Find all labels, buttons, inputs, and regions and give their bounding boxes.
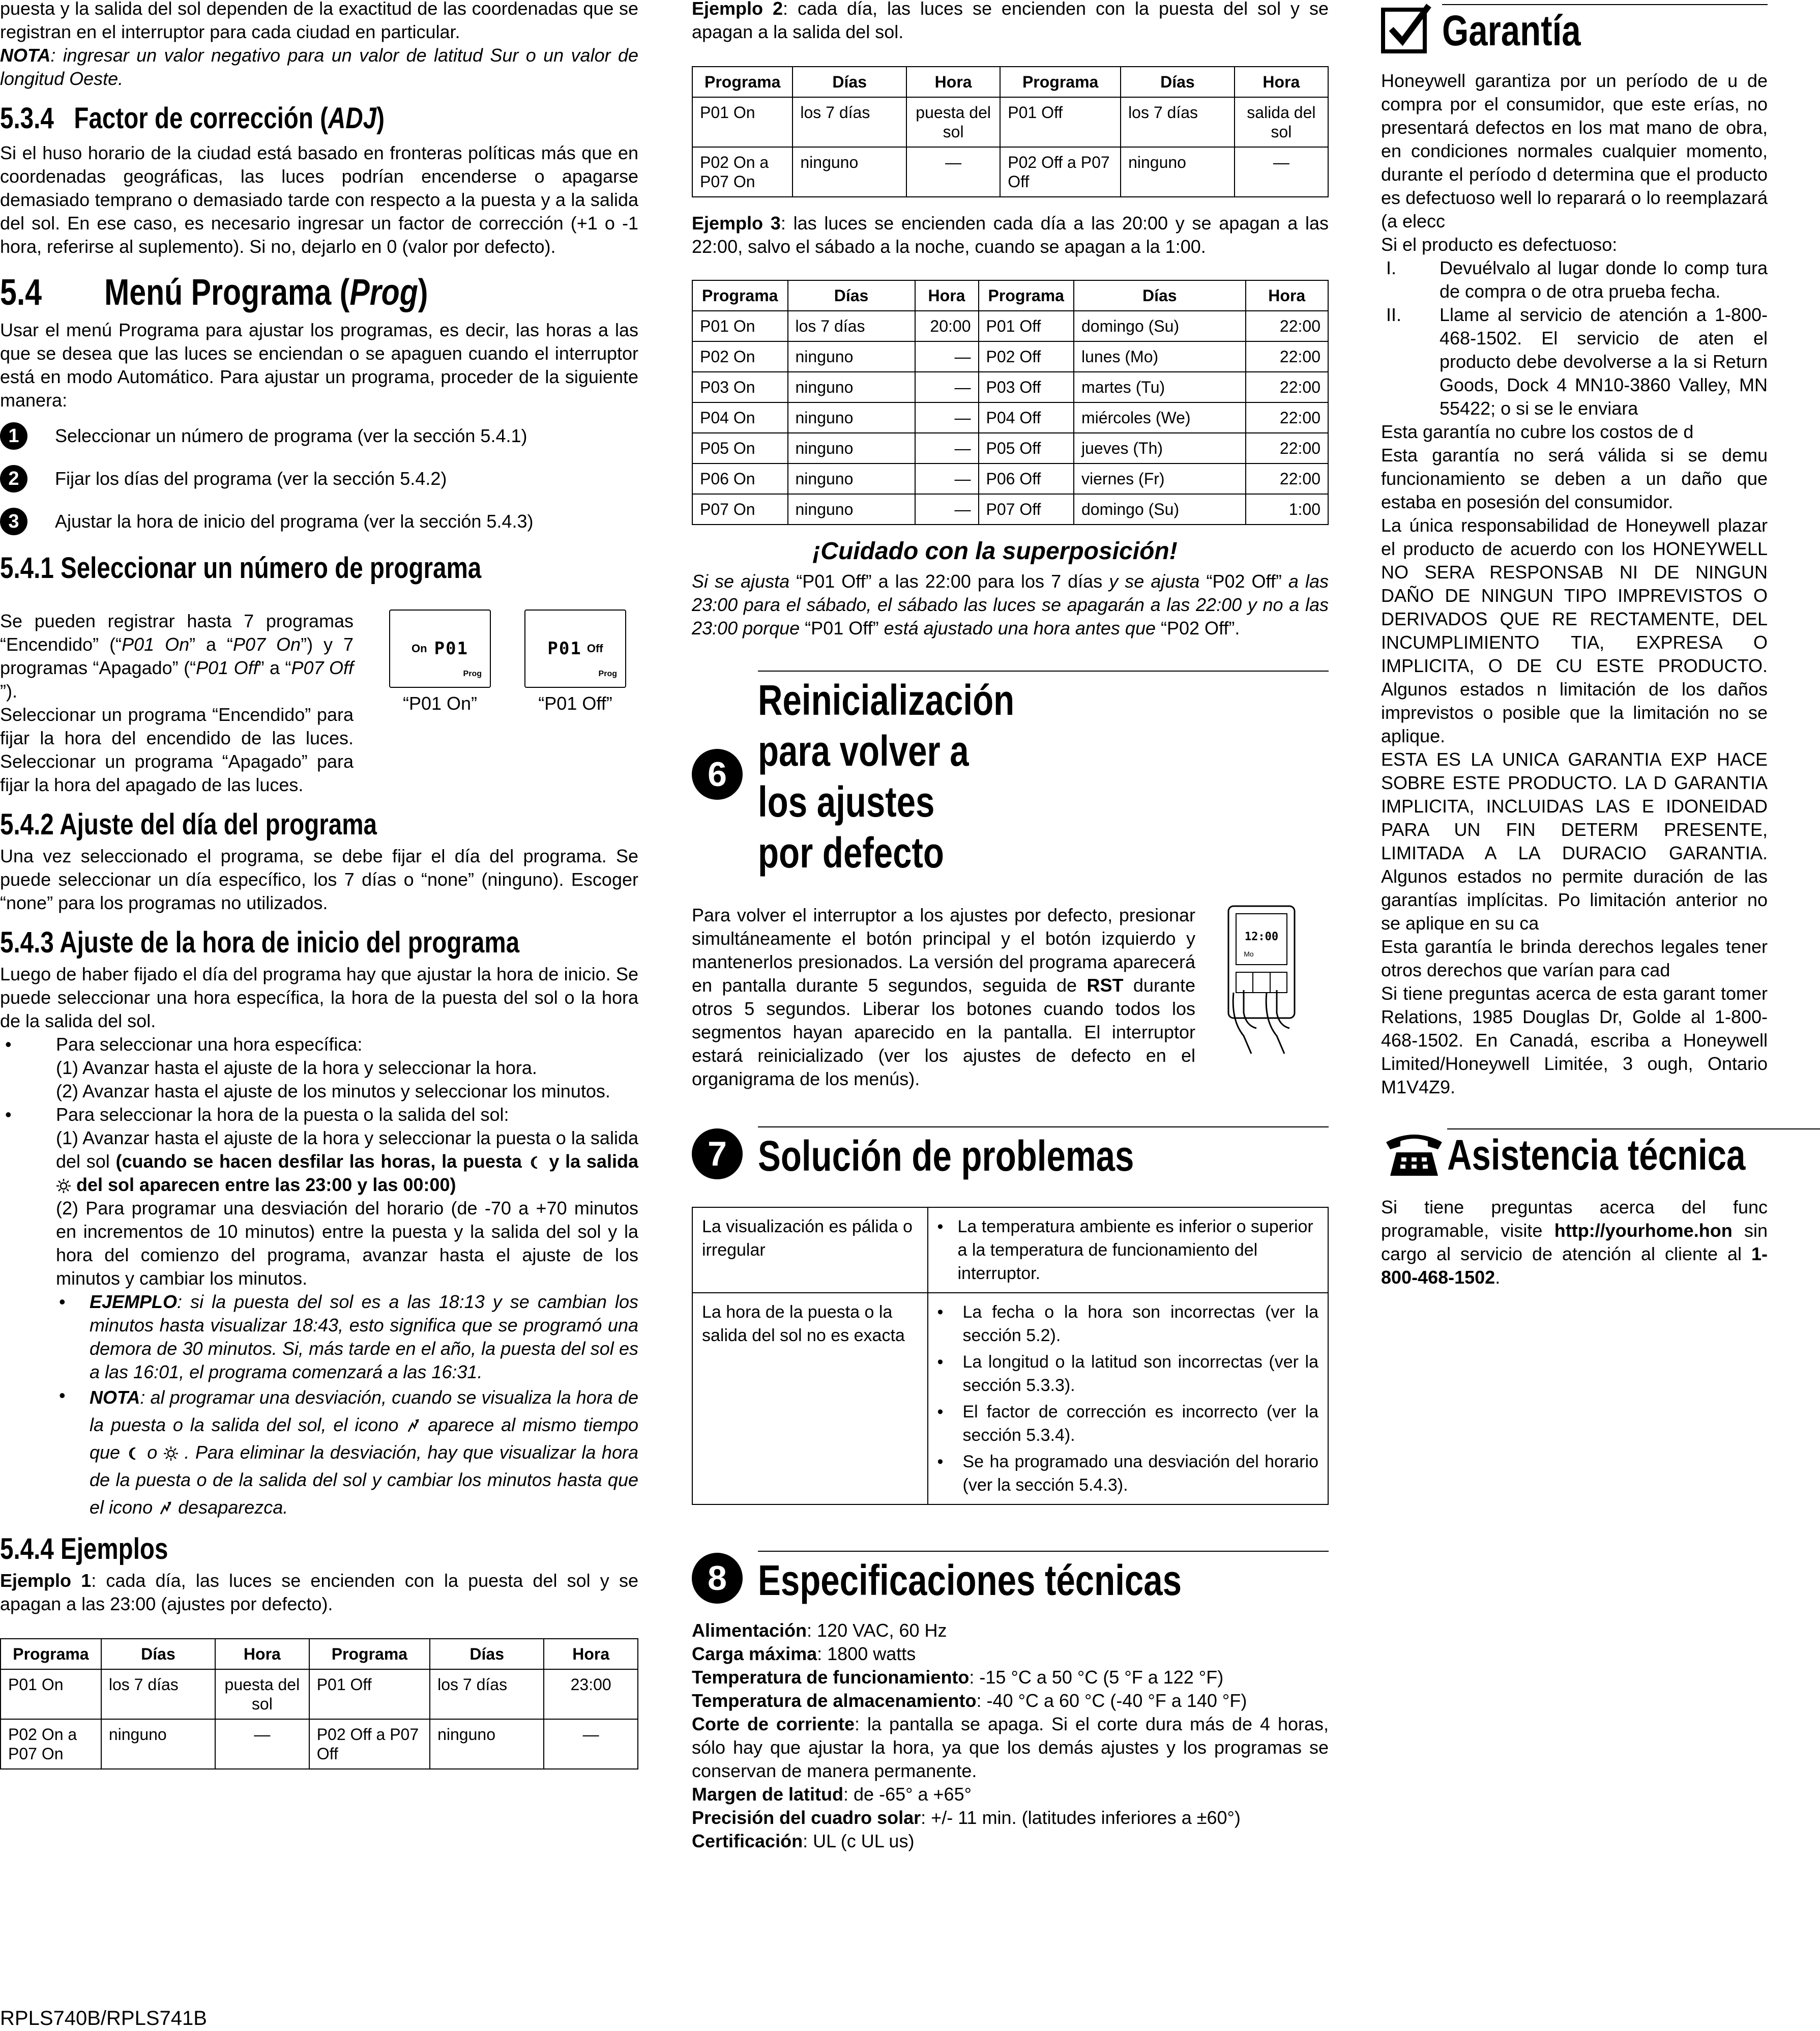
svg-text:12:00: 12:00	[1244, 931, 1279, 943]
section-number-icon: 8	[692, 1553, 743, 1604]
table-header-row: Programa Días Hora Programa Días Hora	[692, 280, 1328, 311]
spec-item: Certificación: UL (c UL us)	[692, 1831, 915, 1851]
bullet-specific-time: • Para seleccionar una hora específica: (1) Avanzar hasta el ajuste de la hora y seleccionar la hora. (2) Avanzar hasta el ajuste de los minutos y seleccionar los minutos.	[5, 1034, 610, 1101]
page-footer: RPLS740B/RPLS741B	[0, 2007, 207, 2029]
intro-paragraph: puesta y la salida del sol dependen de la exactitud de las coordenadas que se registran en el interruptor para cada ciudad en particular. NOTA: ingresar un valor negativo para un valor de latitud Sur o un valor de longitud Oeste.	[0, 0, 638, 89]
section-5-4-3-body: Luego de haber fijado el día del programa hay que ajustar la hora de inicio. Se puede seleccionar una hora específica, la hora de la puesta del sol o la hora de la salida del sol.	[0, 964, 638, 1031]
section-5-4-heading: 5.4 Menú Programa (Prog)	[0, 272, 428, 313]
lcd-illustrations	[389, 610, 626, 797]
example-3-table	[692, 280, 1329, 525]
example-2-table	[692, 66, 1329, 197]
section-8-heading: 8 Especificaciones técnicas	[692, 1551, 1329, 1606]
spec-item: Carga máxima: 1800 watts	[692, 1643, 916, 1664]
lcd-p01-off: P01 Off Prog “P01 Off”	[524, 610, 626, 797]
section-5-4-2-body: Una vez seleccionado el programa, se debe fijar el día del programa. Se puede seleccionar un día específico, los 7 días o “none” (ninguno). Escoger “none” para los programas no utilizados.	[0, 846, 638, 913]
step-number-icon: 1	[0, 422, 27, 450]
section-5-4-3-heading: 5.4.3 Ajuste de la hora de inicio del programa	[0, 926, 520, 959]
table-row: P06 On ninguno — P06 Off viernes (Fr) 22:00	[692, 463, 1328, 494]
warranty-option-2: II. Llame al servicio de atención a 1-800-468-1502. El servicio de aten el producto debe devolverse a la si Return Goods, Dock 4 MN10-3860 Valley, MN 55422; o si se le enviara	[1386, 304, 1768, 419]
section-5-3-4-body: Si el huso horario de la ciudad está basado en fronteras políticas más que en coordenadas geográficas, las luces podrían encenderse o apagarse demasiado temprano o demasiado tarde con respecto a la puesta y a la salida del sol. En ese caso, es necesario ingresar un factor de corrección (+1 o -1 hora, referirse al suplemento). Si no, dejarlo en 0 (valor por defecto).	[0, 142, 638, 257]
example-3-text: Ejemplo 3: las luces se encienden cada día a las 20:00 y se apagan a las 22:00, salvo el sábado a la noche, cuando se apagan a la 1:00.	[692, 213, 1329, 257]
specs-list	[692, 1619, 1329, 1853]
step-3: 3 Ajustar la hora de inicio del programa (ver la sección 5.4.3)	[0, 508, 638, 535]
table-row: P05 On ninguno — P05 Off jueves (Th) 22:00	[692, 433, 1328, 463]
section-7-heading: 7 Solución de problemas	[692, 1126, 1329, 1181]
warranty-paragraph: ESTA ES LA UNICA GARANTIA EXP HACE SOBRE ESTE PRODUCTO. LA D GARANTIA IMPLICITA, INCLUIDAS LAS E IDONEIDAD PARA UN FIN DETERM PRESENTE, LIMITADA A LA DURACIO GARANTIA. Algunos estados no permite duración de las garantías implícitas. Po limitación anterior no se aplique en su ca	[1381, 749, 1768, 934]
lcd-display-on: On P01 Prog	[389, 610, 491, 688]
table-row: P02 On ninguno — P02 Off lunes (Mo) 22:00	[692, 341, 1328, 372]
section-6-heading: 6 Reinicialización para volver a los ajustes por defecto	[692, 671, 1329, 878]
section-5-4-2-heading: 5.4.2 Ajuste del día del programa	[0, 808, 377, 841]
warranty-paragraph: Esta garantía no será válida si se demu funcionamiento se deben a un daño que estaba en posesión del consumidor.	[1381, 445, 1768, 512]
table-header-row: Programa Días Hora Programa Días Hora	[692, 67, 1328, 97]
telephone-icon	[1381, 1127, 1447, 1178]
section-5-4-1-block	[0, 610, 638, 797]
step-2: 2 Fijar los días del programa (ver la sección 5.4.2)	[0, 465, 638, 492]
table-header-row: Programa Días Hora Programa Días Hora	[1, 1639, 638, 1669]
table-row: P03 On ninguno — P03 Off martes (Tu) 22:00	[692, 372, 1328, 402]
section-5-3-4-heading: 5.3.4 Factor de corrección (ADJ)	[0, 102, 385, 135]
table-row: P07 On ninguno — P07 Off domingo (Su) 1:00	[692, 494, 1328, 525]
sun-icon	[56, 1178, 71, 1194]
spec-item: Margen de latitud: de -65° a +65°	[692, 1784, 972, 1805]
warranty-paragraph: Esta garantía le brinda derechos legales tener otros derechos que varían para cad	[1381, 936, 1768, 980]
warranty-if-defective: Si el producto es defectuoso:	[1381, 234, 1618, 255]
warranty-paragraph: Esta garantía no cubre los costos de d	[1381, 421, 1694, 442]
moon-icon	[126, 1446, 141, 1461]
step-number-icon: 3	[0, 508, 27, 535]
lcd-p01-on: On P01 Prog “P01 On”	[389, 610, 491, 797]
spec-item: Corte de corriente: la pantalla se apaga. Si el corte dura más de 4 horas, sólo hay que ajustar la hora, ya que los demás ajustes y los programas se conservan de manera permanente.	[692, 1714, 1329, 1781]
section-number-icon: 6	[692, 749, 743, 800]
support-heading: Asistencia técnica	[1381, 1124, 1768, 1180]
caution-text: Si se ajusta “P01 Off” a las 22:00 para los 7 días y se ajusta “P02 Off” a las 23:00 para el sábado, el sábado las luces se apagarán a las 22:00 y no a las 23:00 porque “P01 Off” está ajustado una hora antes que “P02 Off”.	[692, 571, 1329, 639]
warranty-option-1: I. Devuélvalo al lugar donde lo comp tura de compra o de otra prueba fecha.	[1386, 257, 1768, 302]
program-steps	[0, 422, 638, 535]
spec-item: Alimentación: 120 VAC, 60 Hz	[692, 1620, 947, 1641]
warranty-intro: Honeywell garantiza por un período de u de compra por el consumidor, que este erías, no presentará defectos en los mat mano de obra, en condiciones normales cualquier momento, durante el período d determina que el producto es defectuoso well lo reparará o lo reemplazará (a elecc	[1381, 70, 1768, 231]
example-1-text: Ejemplo 1: cada día, las luces se encienden con la puesta del sol y se apagan a las 23:00 (ajustes por defecto).	[0, 1570, 638, 1614]
checkbox-icon	[1381, 3, 1432, 53]
caution-title: ¡Cuidado con la superposición!	[812, 538, 1178, 565]
warranty-heading: Garantía	[1381, 0, 1768, 56]
example-2-text: Ejemplo 2: cada día, las luces se encienden con la puesta del sol y se apagan a la salida del sol.	[692, 0, 1329, 42]
example-note: • EJEMPLO: si la puesta del sol es a las 18:13 y se cambian los minutos hasta visualizar 18:43, esto significa que se programó una demora de 30 minutos. Si, más tarde en el año, la puesta del sol es a las 16:01, el programa comenzará a las 16:31.	[59, 1291, 638, 1382]
step-1: 1 Seleccionar un número de programa (ver la sección 5.4.1)	[0, 422, 638, 450]
section-5-4-1-heading: 5.4.1 Seleccionar un número de programa	[0, 552, 482, 585]
right-column	[1381, 0, 1768, 1289]
bullet-sunrise-sunset: • Para seleccionar la hora de la puesta o la salida del sol: (1) Avanzar hasta el ajuste de la hora y seleccionar la puesta o la salida del sol (cuando se hacen desfilar las horas, la puesta y la salida del sol aparecen entre las 23:00 y las 00:00) (2) Para programar una desviación del horario (de -70 a +70 minutos en incrementos de 10 minutos) entre la puesta y la salida del sol y la hora del comienzo del programa, avanzar hasta el ajuste de los minutos y cambiar los minutos. • EJEMPLO: si la puesta del sol es a las 18:13 y se cambian los minutos hasta visualizar 18:43, esto significa que se programó una demora de 30 minutos. Si, más tarde en el año, la puesta del sol es a las 16:01, el programa comenzará a las 16:31. • NOTA: al programar una desviación, cuando se visualiza la hora de la puesta o la salida del sol, el icono aparece al mismo tiempo que o . Para eliminar la desviación, hay que visualizar la hora de la puesta o de la salida del sol y cambiar los minutos hasta que el icono desaparezca.	[0, 1103, 638, 1521]
table-row: P04 On ninguno — P04 Off miércoles (We) 22:00	[692, 402, 1328, 433]
section-6-block	[692, 904, 1329, 1091]
table-row: P02 On a P07 On ninguno — P02 Off a P07 Off ninguno —	[1, 1719, 638, 1769]
example-1-table	[0, 1638, 638, 1769]
support-text: Si tiene preguntas acerca del func programable, visite http://yourhome.hon sin cargo al servicio de atención al cliente al 1-800-468-1502.	[1381, 1197, 1768, 1288]
section-5-4-4-heading: 5.4.4 Ejemplos	[0, 1532, 168, 1565]
table-row: P01 On los 7 días 20:00 P01 Off domingo (Su) 22:00	[692, 311, 1328, 341]
support-link[interactable]: http://yourhome.hon	[1554, 1220, 1733, 1241]
svg-text:Mo: Mo	[1244, 950, 1254, 958]
spec-item: Precisión del cuadro solar: +/- 11 min. (latitudes inferiores a ±60°)	[692, 1807, 1241, 1828]
section-5-4-body: Usar el menú Programa para ajustar los programas, es decir, las horas a las que se desea que las luces se enciendan o se apaguen cuando el interruptor está en modo Automático. Para ajustar un programa, proceder de la siguiente manera:	[0, 320, 638, 411]
offset-note: • NOTA: al programar una desviación, cuando se visualiza la hora de la puesta o la salida del sol, el icono aparece al mismo tiempo que o . Para eliminar la desviación, hay que visualizar la hora de la puesta o de la salida del sol y cambiar los minutos hasta que el icono desaparezca.	[59, 1385, 638, 1518]
spec-item: Temperatura de almacenamiento: -40 °C a 60 °C (-40 °F a 140 °F)	[692, 1690, 1247, 1711]
warranty-paragraph: Si tiene preguntas acerca de esta garant tomer Relations, 1985 Douglas Dr, Golde al 1-800-468-1502. En Canadá, escriba a Honeywell Limited/Honeywell Limitée, 3 ough, Ontario M1V4Z9.	[1381, 983, 1768, 1097]
lcd-display-off: P01 Off Prog	[524, 610, 626, 688]
troubleshooting-table	[692, 1207, 1329, 1505]
table-row: P02 On a P07 On ninguno — P02 Off a P07 Off ninguno —	[692, 147, 1328, 197]
table-row: P01 On los 7 días puesta del sol P01 Off los 7 días 23:00	[1, 1669, 638, 1719]
device-reset-illustration	[1221, 904, 1307, 1056]
offset-icon	[405, 1418, 421, 1434]
section-6-body: Para volver el interruptor a los ajustes por defecto, presionar simultáneamente el botón principal y el botón izquierdo y mantenerlos presionados. La versión del programa aparecerá en pantalla durante 5 segundos, seguida de RST durante otros 5 segundos. Liberar los botones cuando todos los segmentos hayan aparecido en la pantalla. El interruptor estará reinicializado (ver los ajustes de defecto en el organigrama de los menús).	[692, 905, 1195, 1089]
section-number-icon: 7	[692, 1128, 743, 1179]
offset-icon	[158, 1501, 173, 1516]
moon-icon	[528, 1155, 543, 1170]
left-column	[0, 0, 638, 1769]
spec-item: Temperatura de funcionamiento: -15 °C a 50 °C (5 °F a 122 °F)	[692, 1667, 1224, 1688]
middle-column	[692, 0, 1329, 1853]
section-5-4-1-body: Se pueden registrar hasta 7 programas “Encendido” (“P01 On” a “P07 On”) y 7 programas “Apagado” (“P01 Off” a “P07 Off ”). Seleccionar un programa “Encendido” para fijar la hora del encendido de las luces. Seleccionar un programa “Apagado” para fijar la hora del apagado de las luces.	[0, 611, 354, 795]
step-number-icon: 2	[0, 465, 27, 492]
warranty-paragraph: La única responsabilidad de Honeywell plazar el producto de acuerdo con los HONEYWELL NO SERA RESPONSAB NI DE NINGUN DAÑO DE NINGUN TIPO IMPREVISTOS O DERIVADOS QUE RE RECTAMENTE, DEL INCUMPLIMIENTO TIA, EXPRESA O IMPLICITA, O DE CU ESTE PRODUCTO. Algunos estados n limitación de los daños imprevistos o posible que la limitación no se aplique.	[1381, 515, 1768, 746]
table-row: La visualización es pálida o irregular • La temperatura ambiente es inferior o superior a la temperatura de funcionamiento del interruptor.	[692, 1207, 1328, 1293]
table-row: La hora de la puesta o la salida del sol no es exacta • La fecha o la hora son incorrectas (ver la sección 5.2). • La longitud o la latitud son incorrectas (ver la sección 5.3.3). • El factor de corrección es incorrecto (ver la sección 5.3.4). • Se ha programado una desviación del horario (ver la sección 5.4.3).	[692, 1293, 1328, 1504]
table-row: P01 On los 7 días puesta del sol P01 Off los 7 días salida del sol	[692, 97, 1328, 147]
sun-icon	[163, 1446, 179, 1461]
